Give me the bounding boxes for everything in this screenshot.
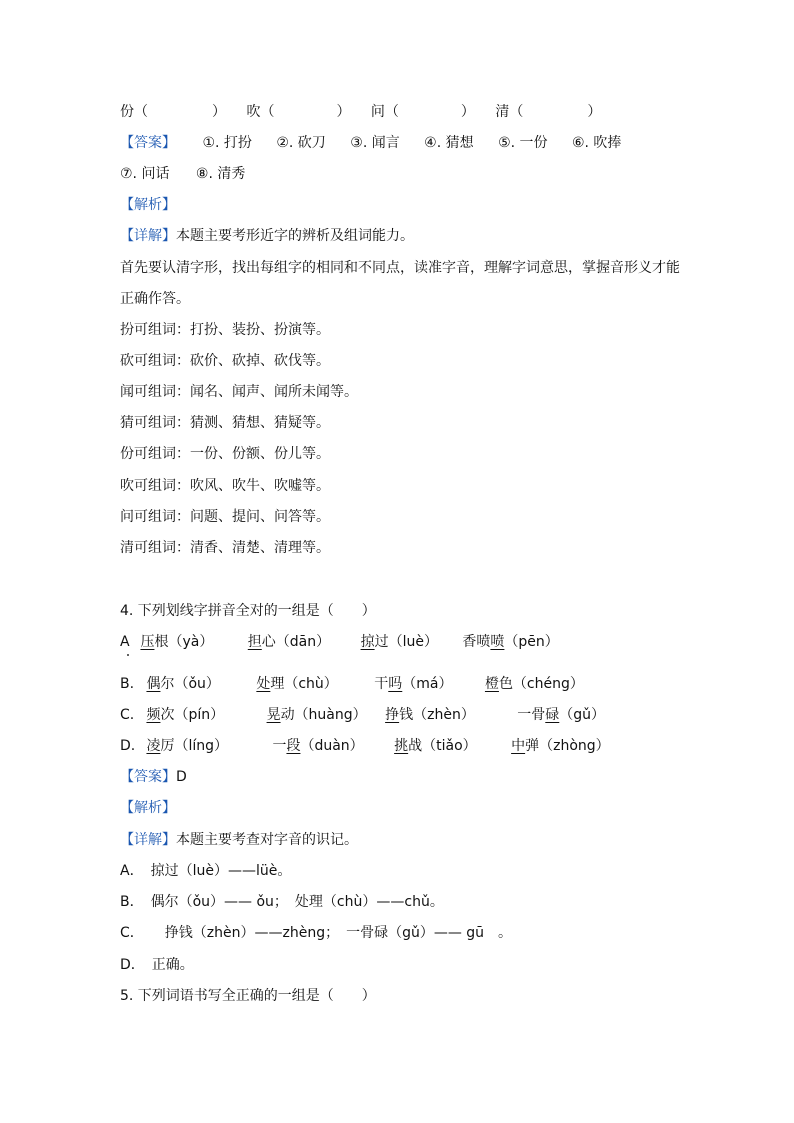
- option-b-label: B.: [120, 676, 135, 692]
- option-b-item-4: 橙色（chéng）: [484, 676, 584, 692]
- question-4: 4. 下列划线字拼音全对的一组是（ ）: [120, 603, 376, 619]
- word-group: 吹可组词：吹风、吹牛、吹嘘等。: [120, 478, 330, 494]
- blank-fen-close: ）: [212, 104, 226, 120]
- q4-detail-row: [120, 828, 358, 852]
- option-c-item-2: 晃动（huàng）: [266, 707, 367, 723]
- paragraph-line-1: 首先要认清字形，找出每组字的相同和不同点，读准字音，理解字词意思，掌握音形义才能: [120, 260, 680, 276]
- word-group: 份可组词：一份、份额、份儿等。: [120, 446, 330, 462]
- blank-qing-open: 清（: [495, 104, 524, 120]
- answer-label: 【答案】: [120, 135, 176, 151]
- question-5: 5. 下列词语书写全正确的一组是（ ）: [120, 988, 376, 1004]
- fill-blank-row: [120, 100, 601, 124]
- word-group: 猜可组词：猜测、猜想、猜疑等。: [120, 415, 330, 431]
- word-group: 问可组词：问题、提问、问答等。: [120, 509, 330, 525]
- answer-7: ⑦. 问话: [120, 166, 170, 182]
- option-a-item-4: 香喷喷（pēn）: [462, 634, 559, 650]
- q4-detail-text: 本题主要考查对字音的识记。: [176, 832, 358, 848]
- analysis-line-d: D． 正确。: [120, 957, 194, 973]
- q4-answer-value: D: [176, 769, 187, 785]
- analysis-line-c: C． 挣钱（zhèn）——zhèng； 一骨碌（gǔ）—— gū 。: [120, 925, 513, 941]
- analysis-label: 【解析】: [120, 197, 176, 213]
- option-a-item-3: 掠过（luè）: [360, 634, 438, 650]
- option-d-item-4: 中弹（zhòng）: [511, 738, 610, 754]
- answer-2: ②. 砍刀: [276, 135, 326, 151]
- option-d-label: D.: [120, 738, 136, 754]
- word-group: 扮可组词：打扮、装扮、扮演等。: [120, 322, 330, 338]
- option-c-item-1: 频次（pín）: [146, 707, 225, 723]
- option-c: [120, 703, 605, 727]
- blank-wen-close: ）: [460, 104, 475, 120]
- option-b-item-2: 处理（chù）: [256, 676, 338, 692]
- option-d-item-3: 挑战（tiǎo）: [394, 738, 477, 754]
- blank-chui-open: 吹（: [246, 104, 275, 120]
- answer-5: ⑤. 一份: [498, 135, 548, 151]
- option-d-item-2: 一段（duàn）: [272, 738, 364, 754]
- option-a-item-2: 担心（dān）: [247, 634, 331, 650]
- word-group: 砍可组词：砍价、砍掉、砍伐等。: [120, 353, 330, 369]
- detail-label: 【详解】: [120, 228, 176, 244]
- option-a-label: A: [120, 634, 130, 650]
- option-c-item-3: 挣钱（zhèn）: [385, 707, 475, 723]
- q4-analysis-label: 【解析】: [120, 800, 176, 816]
- detail-row: [120, 224, 414, 248]
- blank-qing-close: ）: [587, 104, 602, 120]
- option-c-label: C.: [120, 707, 135, 723]
- detail-text: 本题主要考形近字的辨析及组词能力。: [176, 228, 414, 244]
- answer-6: ⑥. 吹捧: [571, 135, 622, 151]
- analysis-line-b: B． 偶尔（ǒu）—— ǒu； 处理（chù）——chǔ。: [120, 894, 444, 910]
- answer-row: [120, 131, 621, 155]
- analysis-line-a: A． 掠过（luè）——lüè。: [120, 863, 292, 879]
- q4-detail-label: 【详解】: [120, 832, 176, 848]
- blank-fen-open: 份（: [120, 104, 148, 120]
- option-b-item-1: 偶尔（ǒu）: [146, 676, 220, 692]
- answer-1: ①. 打扮: [202, 135, 252, 151]
- option-c-item-4: 一骨碌（gǔ）: [517, 707, 606, 723]
- word-group: 清可组词：清香、清楚、清理等。: [120, 540, 330, 556]
- answer-8: ⑧. 清秀: [195, 166, 246, 182]
- option-a-item-1: 压根（yà）: [140, 634, 214, 650]
- q4-answer-row: [120, 765, 187, 789]
- blank-wen-open: 问（: [370, 104, 399, 120]
- answer-4: ④. 猜想: [424, 135, 474, 151]
- blank-chui-close: ）: [336, 104, 351, 120]
- option-a: [120, 630, 559, 654]
- answer-row-2: [120, 162, 245, 186]
- answer-3: ③. 闻言: [350, 135, 400, 151]
- option-d-item-1: 凌厉（líng）: [146, 738, 228, 754]
- option-b-item-3: 干吗（má）: [374, 676, 453, 692]
- word-group: 闻可组词：闻名、闻声、闻所未闻等。: [120, 384, 358, 400]
- emphasis-dot: [127, 654, 129, 656]
- paragraph-line-2: 正确作答。: [120, 291, 190, 307]
- q4-answer-label: 【答案】: [120, 769, 176, 785]
- option-b: [120, 672, 584, 696]
- option-d: [120, 734, 610, 758]
